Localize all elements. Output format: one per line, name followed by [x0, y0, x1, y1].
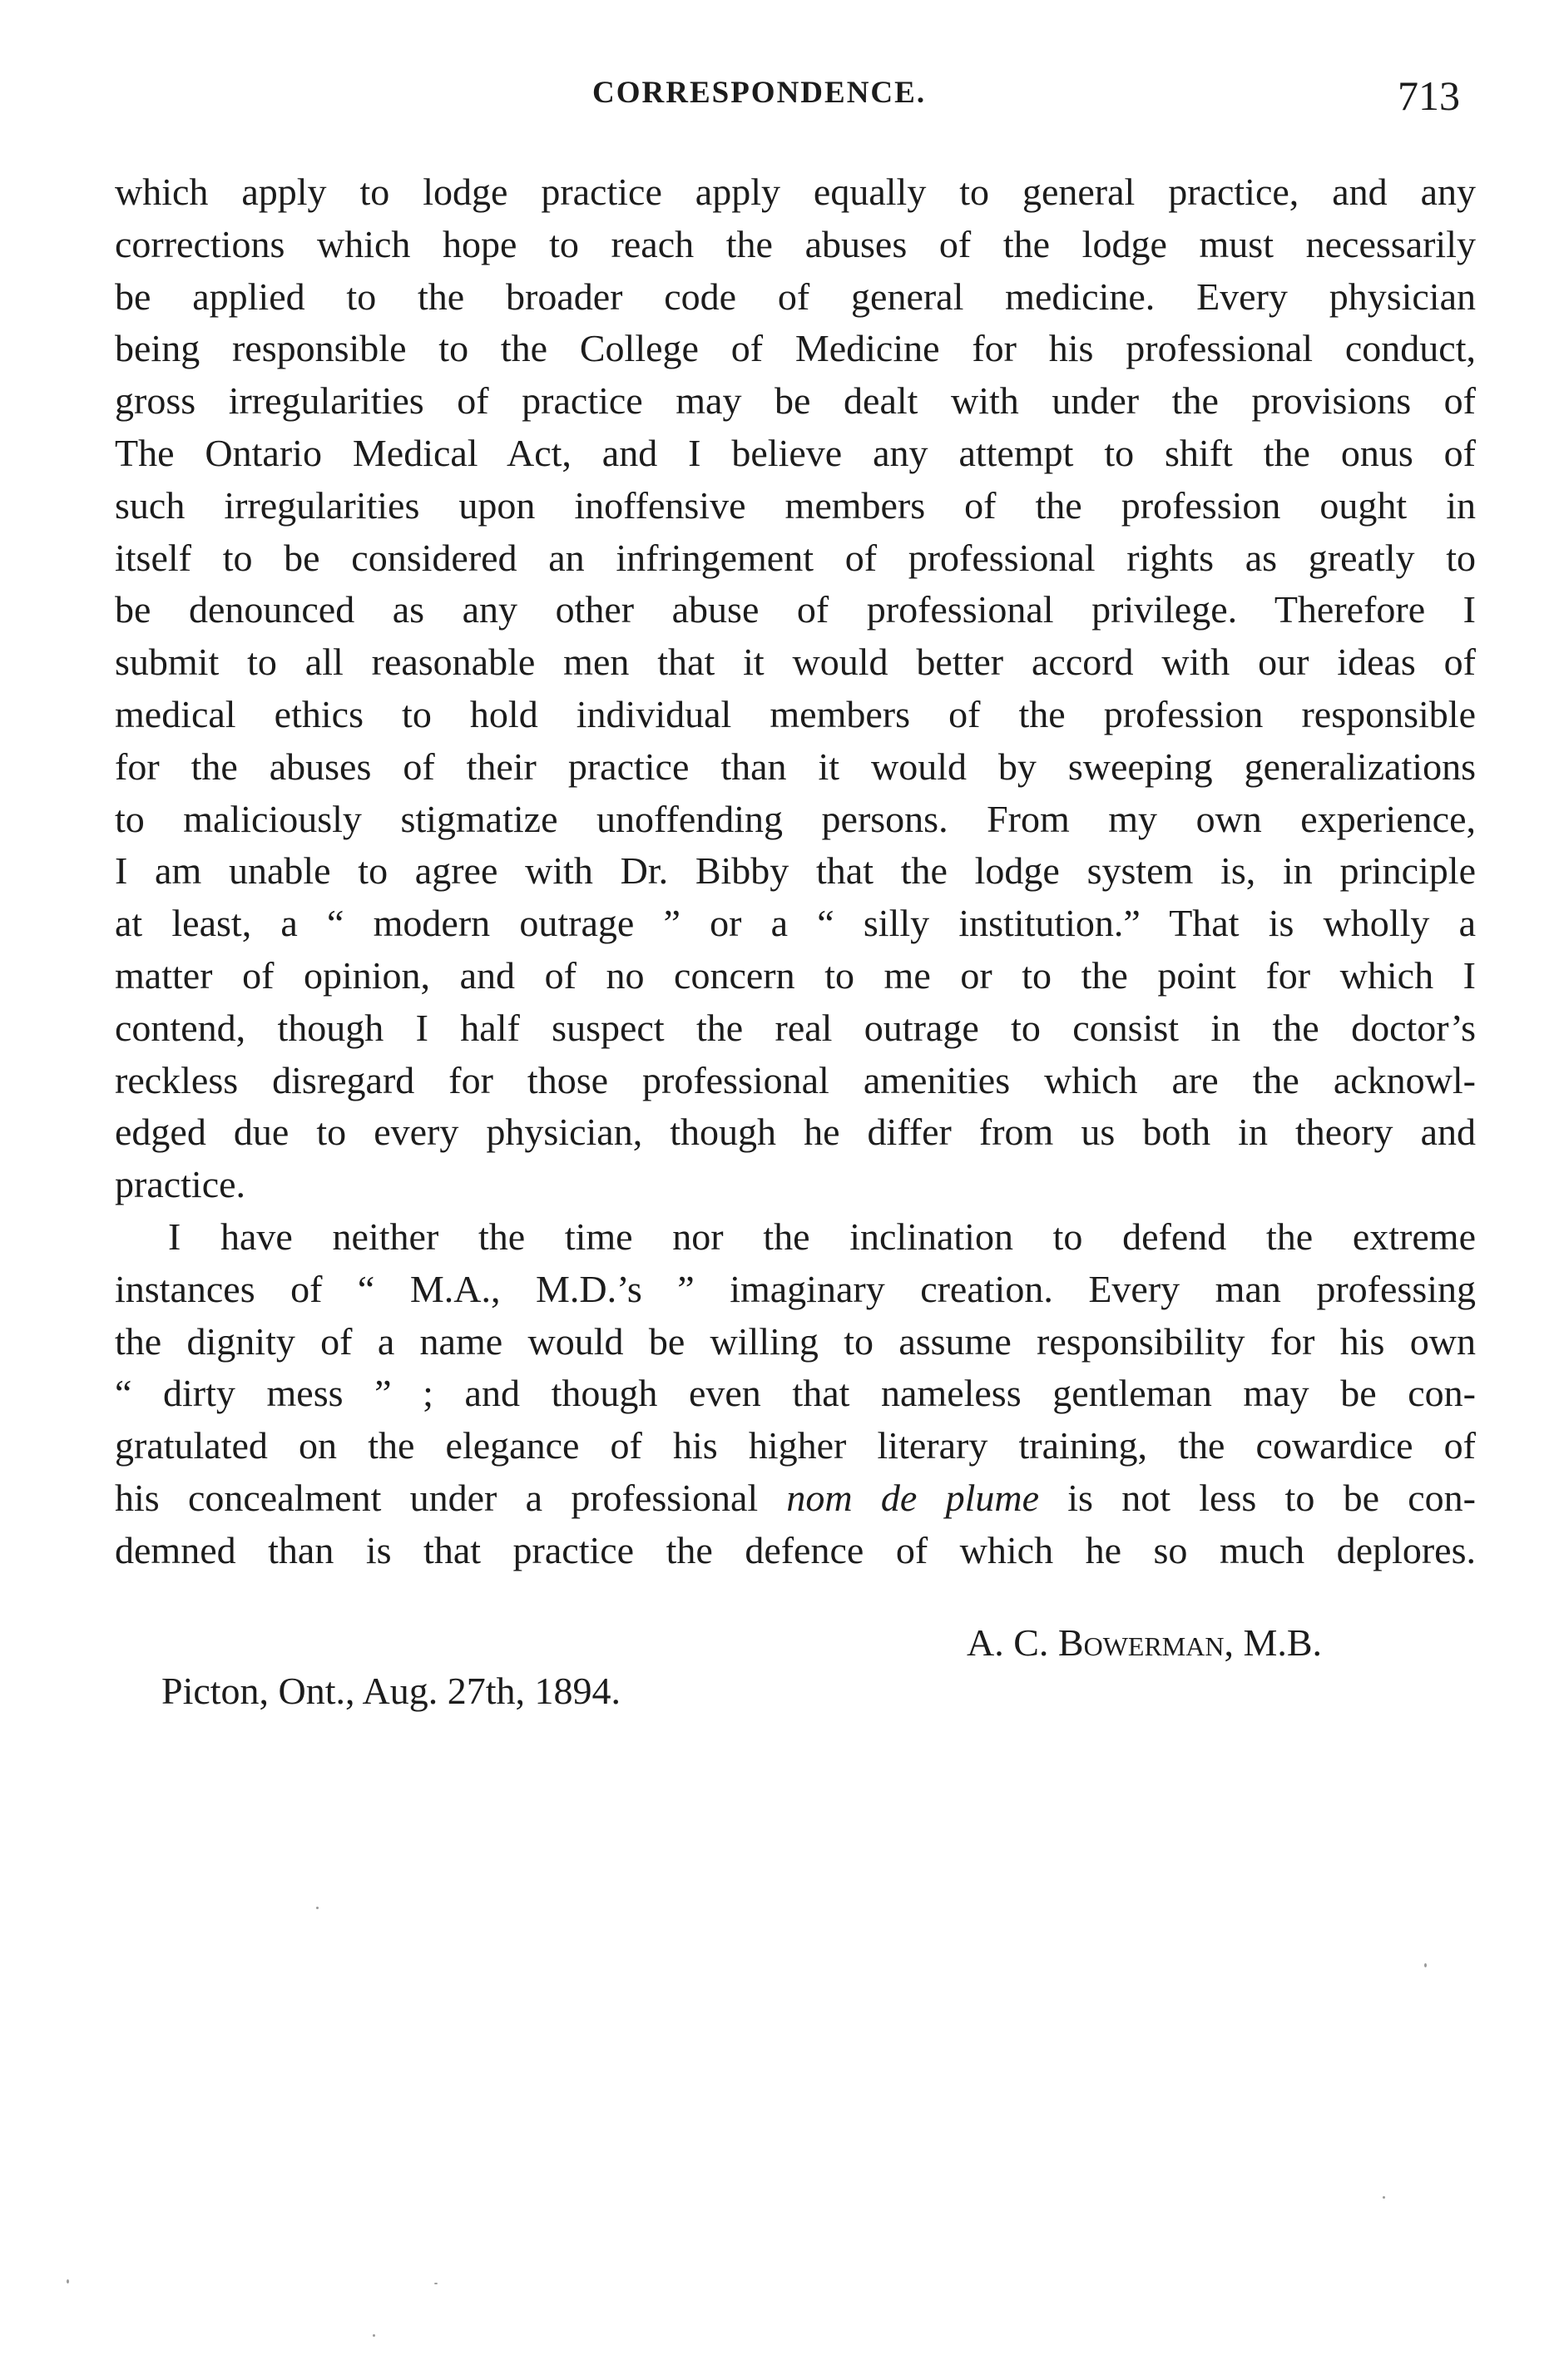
text-line: be applied to the broader code of general medicine. Every physician [115, 275, 1476, 318]
running-head [0, 72, 1559, 121]
italic-phrase: nom de plume [786, 1476, 1040, 1519]
text-line: submit to all reasonable men that it would better accord with our ideas of [115, 641, 1476, 684]
signature-initials: A. C. [967, 1621, 1058, 1664]
signature-surname: Bowerman [1057, 1621, 1225, 1664]
print-speck [316, 1907, 319, 1909]
text-line: edged due to every physician, though he differ from us both in theory and [115, 1111, 1476, 1154]
text-line: I am unable to agree with Dr. Bibby that the lodge system is, in principle [115, 849, 1476, 893]
text-line: “ dirty mess ” ; and though even that nameless gentleman may be con- [115, 1372, 1476, 1415]
text-line: I have neither the time nor the inclination to defend the extreme [168, 1215, 1476, 1258]
text-line: which apply to lodge practice apply equally to general practice, and any [115, 171, 1476, 213]
text-line: corrections which hope to reach the abuses of the lodge must necessarily [115, 222, 1476, 265]
signature [967, 1620, 1322, 1665]
text-line: demned than is that practice the defence of which he so much deplores. [115, 1528, 1476, 1571]
text-line: at least, a “ modern outrage ” or a “ silly institution.” That is wholly a [115, 902, 1476, 945]
text-line: The Ontario Medical Act, and I believe any attempt to shift the onus of [115, 431, 1476, 474]
text-line: gratulated on the elegance of his higher literary training, the cowardice of [115, 1424, 1476, 1467]
text-line: the dignity of a name would be willing to assume responsibility for his own [115, 1319, 1476, 1363]
text-line: to maliciously stigmatize unoffending persons. From my own experience, [115, 797, 1476, 840]
page-number: 713 [1398, 72, 1460, 119]
print-speck [1383, 2196, 1385, 2199]
text-line: be denounced as any other abuse of professional privilege. Therefore I [115, 588, 1476, 631]
text-line [115, 1472, 1476, 1525]
text-line: reckless disregard for those professional amenities which are the acknowl- [115, 1058, 1476, 1101]
text-line: contend, though I half suspect the real outrage to consist in the doctor’s [115, 1006, 1476, 1049]
text-line: instances of “ M.A., M.D.’s ” imaginary creation. Every man professing [115, 1267, 1476, 1310]
text-line: matter of opinion, and of no concern to me or to the point for which I [115, 953, 1476, 997]
text-run: is not less to be con- [1039, 1476, 1476, 1519]
signature-degree: , M.B. [1224, 1621, 1323, 1664]
text-line: itself to be considered an infringement of professional rights as greatly to [115, 536, 1476, 579]
paragraph-2 [115, 1211, 1476, 1577]
text-run: his concealment under a professional [115, 1476, 787, 1519]
print-speck [434, 2283, 438, 2284]
print-speck [67, 2279, 69, 2284]
print-speck [373, 2334, 375, 2337]
text-line: medical ethics to hold individual members of the profession responsible [115, 692, 1476, 735]
text-line: being responsible to the College of Medicine for his professional conduct, [115, 327, 1476, 370]
text-line: practice. [115, 1163, 246, 1206]
print-speck [1424, 1963, 1427, 1967]
paragraph-1 [115, 166, 1476, 1211]
text-line: such irregularities upon inoffensive members of the profession ought in [115, 483, 1476, 527]
dateline: Picton, Ont., Aug. 27th, 1894. [161, 1670, 621, 1712]
text-line: for the abuses of their practice than it would by sweeping generalizations [115, 745, 1476, 788]
text-line: gross irregularities of practice may be dealt with under the provisions of [115, 379, 1476, 423]
letter-body [115, 166, 1476, 1577]
running-title: CORRESPONDENCE. [592, 76, 927, 110]
